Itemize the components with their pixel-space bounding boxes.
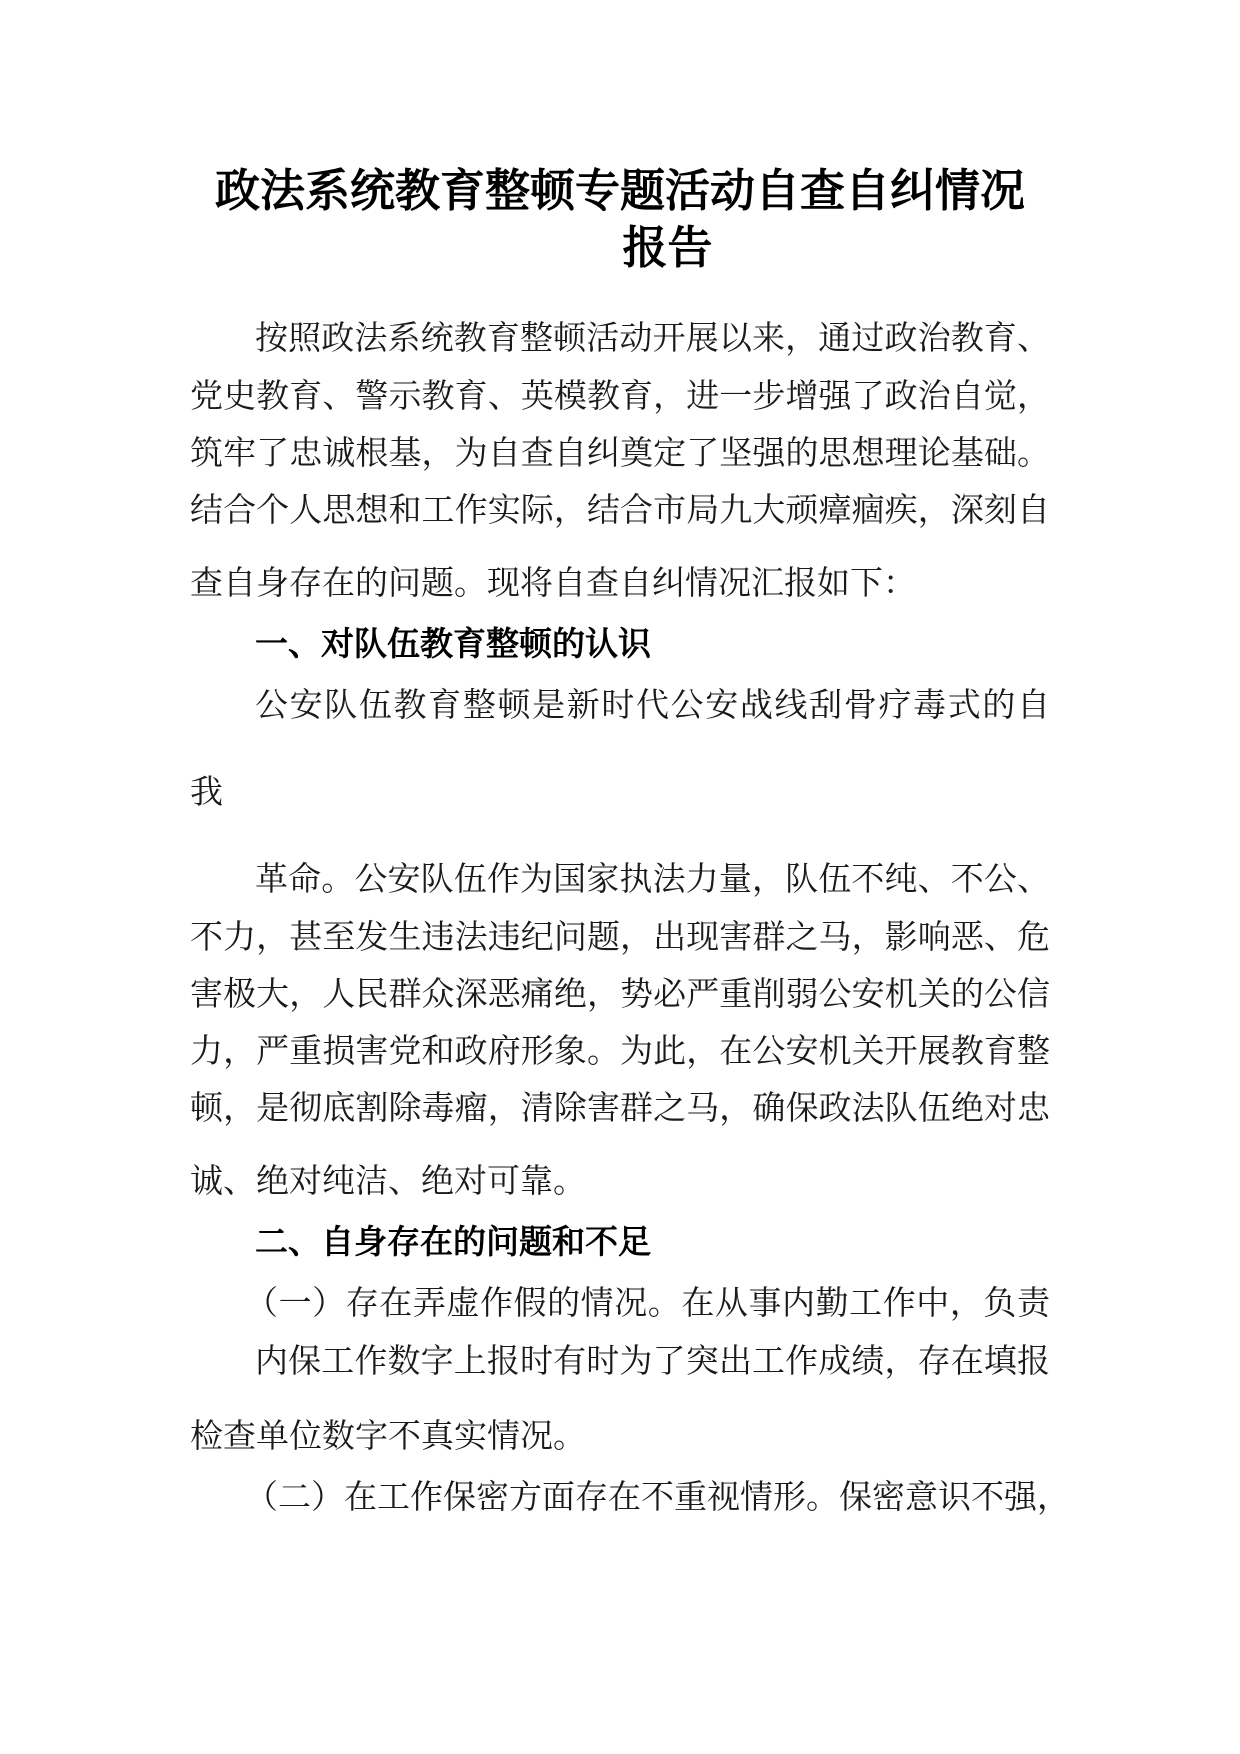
document-title-line1: 政法系统教育整顿专题活动自查自纠情况 [214, 164, 1025, 217]
section1-heading: 一、对队伍教育整顿的认识 [255, 624, 651, 663]
section2-line-3: 检查单位数字不真实情况。 [190, 1416, 586, 1455]
section2-line-4: （二）在工作保密方面存在不重视情形。保密意识不强， [245, 1477, 1070, 1516]
intro-line-3: 筑牢了忠诚根基，为自查自纠奠定了坚强的思想理论基础。 [190, 433, 1050, 472]
section1-line-8: 诚、绝对纯洁、绝对可靠。 [190, 1161, 586, 1200]
section1-line-3: 革命。公安队伍作为国家执法力量，队伍不纯、不公、 [255, 859, 1050, 898]
section1-line-7: 顿，是彻底割除毒瘤，清除害群之马，确保政法队伍绝对忠 [190, 1088, 1050, 1127]
section1-line-1: 公安队伍教育整顿是新时代公安战线刮骨疗毒式的自 [255, 685, 1050, 724]
section2-line-2: 内保工作数字上报时有时为了突出工作成绩，存在填报 [255, 1341, 1050, 1380]
section2-line-1: （一）存在弄虚作假的情况。在从事内勤工作中，负责 [245, 1283, 1050, 1322]
intro-line-4: 结合个人思想和工作实际，结合市局九大顽瘴痼疾，深刻自 [190, 490, 1050, 529]
section1-line-6: 力，严重损害党和政府形象。为此，在公安机关开展教育整 [190, 1031, 1050, 1070]
intro-line-2: 党史教育、警示教育、英模教育，进一步增强了政治自觉， [190, 376, 1050, 415]
section1-line-5: 害极大，人民群众深恶痛绝，势必严重削弱公安机关的公信 [190, 974, 1050, 1013]
section1-line-2: 我 [190, 772, 223, 811]
document-title-line2: 报告 [622, 221, 713, 274]
section2-heading: 二、自身存在的问题和不足 [255, 1222, 651, 1261]
intro-line-5: 查自身存在的问题。现将自查自纠情况汇报如下： [190, 563, 916, 602]
intro-line-1: 按照政法系统教育整顿活动开展以来，通过政治教育、 [255, 318, 1050, 357]
section1-line-4: 不力，甚至发生违法违纪问题，出现害群之马，影响恶、危 [190, 917, 1050, 956]
